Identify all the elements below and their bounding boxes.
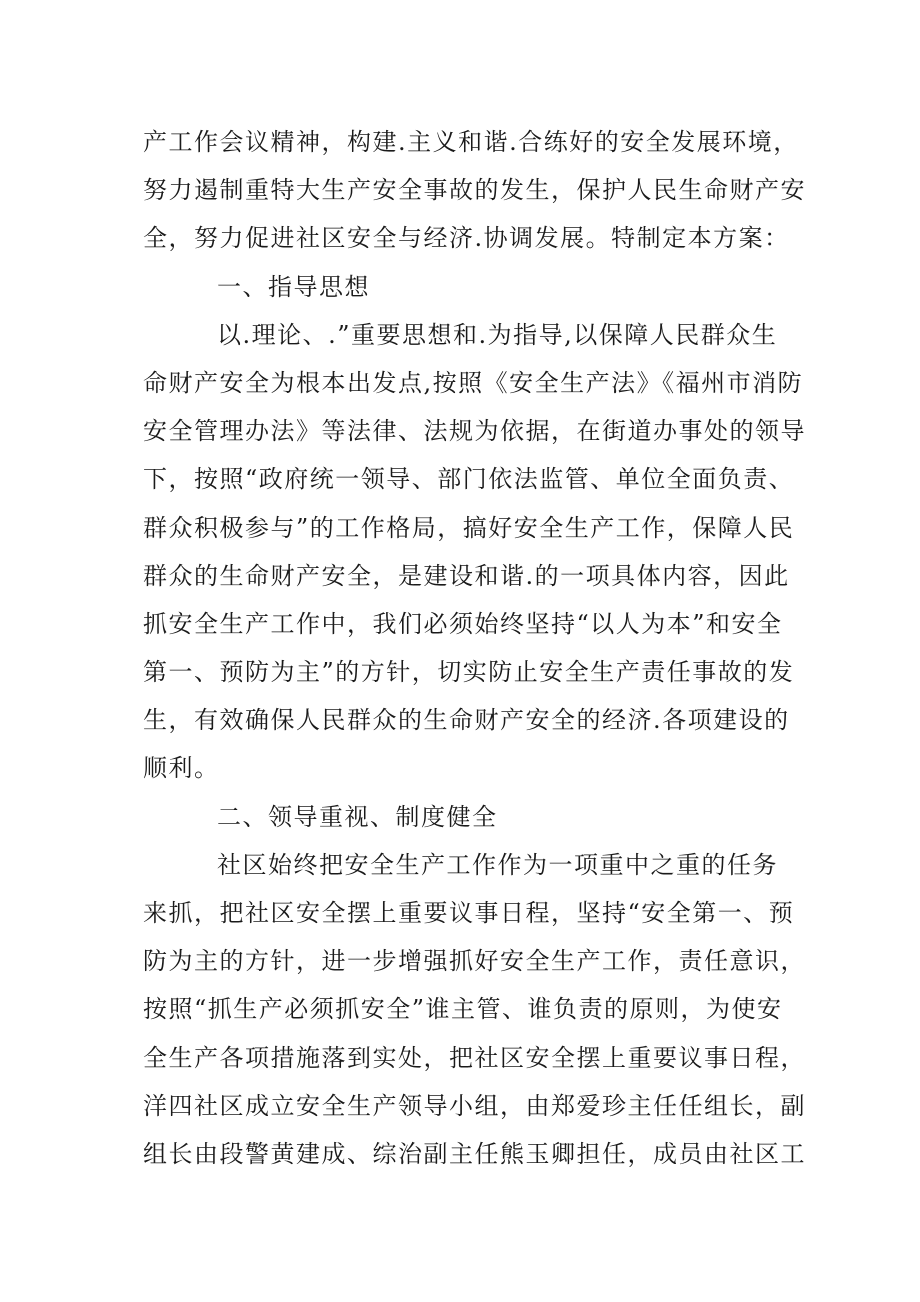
body-line: 按照“抓生产必须抓安全”谁主管、谁负责的原则，为使安 bbox=[143, 995, 783, 1024]
body-line: 全，努力促进社区安全与经济.协调发展。特制定本方案： bbox=[143, 224, 790, 253]
body-line: 安全管理办法》等法律、法规为依据，在街道办事处的领导 bbox=[143, 417, 806, 446]
body-line: 生，有效确保人民群众的生命财产安全的经济.各项建设的 bbox=[143, 706, 790, 735]
body-line: 群众积极参与”的工作格局，搞好安全生产工作，保障人民 bbox=[143, 513, 795, 542]
document-body bbox=[143, 118, 806, 1178]
body-line: 来抓，把社区安全摆上重要议事日程，坚持“安全第一、预 bbox=[143, 899, 795, 927]
body-line: 全生产各项措施落到实处，把社区安全摆上重要议事日程， bbox=[143, 1043, 806, 1072]
body-line: 下，按照“政府统一领导、部门依法监管、单位全面负责、 bbox=[143, 465, 795, 494]
paragraph-first-line: 以.理论、.”重要思想和.为指导,以保障人民群众生 bbox=[217, 320, 778, 349]
section-heading-guiding-ideology: 一、指导思想 bbox=[217, 272, 370, 301]
body-line: 顺利。 bbox=[143, 754, 220, 783]
body-line: 组长由段警黄建成、综治副主任熊玉卿担任，成员由社区工 bbox=[143, 1139, 806, 1168]
body-line: 防为主的方针，进一步增强抓好安全生产工作，责任意识， bbox=[143, 947, 806, 976]
body-line: 努力遏制重特大生产安全事故的发生，保护人民生命财产安 bbox=[143, 176, 806, 205]
body-line: 命财产安全为根本出发点,按照《安全生产法》《福州市消防 bbox=[143, 368, 804, 397]
body-line: 洋四社区成立安全生产领导小组，由郑爱珍主任任组长，副 bbox=[143, 1091, 806, 1120]
body-line: 第一、预防为主”的方针，切实防止安全生产责任事故的发 bbox=[143, 658, 795, 687]
paragraph-first-line: 社区始终把安全生产工作作为一项重中之重的任务 bbox=[217, 850, 778, 879]
body-line: 产工作会议精神，构建.主义和谐.合练好的安全发展环境， bbox=[143, 128, 799, 156]
body-line: 抓安全生产工作中，我们必须始终坚持“以人为本”和安全 bbox=[143, 609, 783, 638]
section-heading-leadership: 二、领导重视、制度健全 bbox=[217, 802, 498, 831]
body-line: 群众的生命财产安全，是建设和谐.的一项具体内容，因此 bbox=[143, 561, 790, 590]
